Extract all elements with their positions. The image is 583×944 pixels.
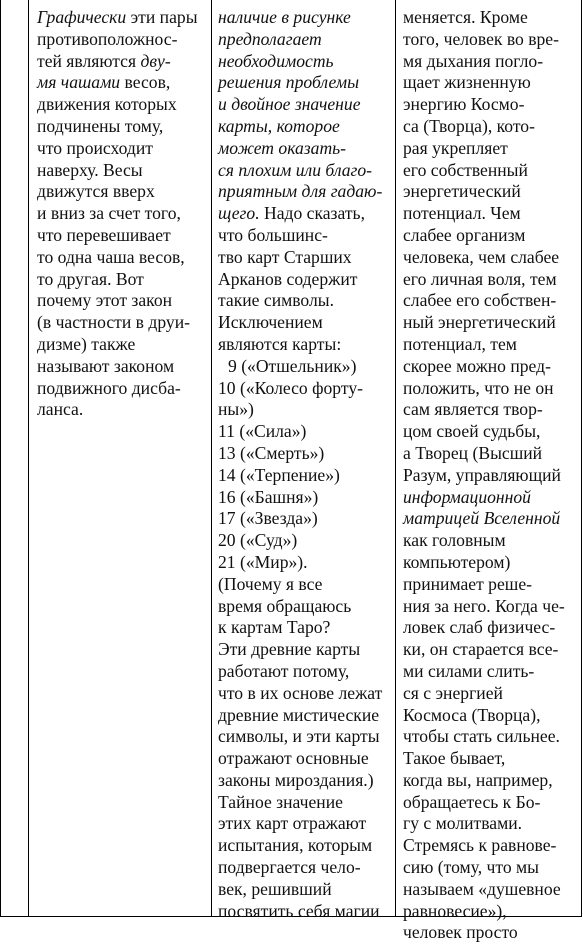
text-line <box>218 72 391 94</box>
text-segment: Космоса (Творца), <box>403 704 541 725</box>
text-segment: подчинены тому, <box>37 115 164 136</box>
text-segment: 10 («Колесо форту- <box>218 377 363 398</box>
text-segment: ланса. <box>37 399 84 420</box>
table-column-3 <box>396 0 582 943</box>
text-line <box>403 617 578 639</box>
text-line <box>403 705 578 727</box>
text-segment: ния за него. Когда че- <box>403 595 565 616</box>
text-line <box>218 617 391 639</box>
text-segment: то другая. Вот <box>37 268 144 289</box>
text-segment: эти пары <box>126 7 198 27</box>
text-line <box>403 508 578 530</box>
text-line <box>403 552 578 574</box>
text-segment: человек просто <box>403 922 518 943</box>
text-segment: то одна чаша весов, <box>37 246 185 267</box>
italic-text-segment: приятным для гадаю- <box>218 181 383 202</box>
text-segment: дизме) также <box>37 333 136 354</box>
text-segment: Разум, управляющий <box>403 464 561 485</box>
italic-text-segment: может оказать- <box>218 137 347 158</box>
text-line <box>218 705 391 727</box>
text-segment: слабее его собствен- <box>403 290 557 311</box>
text-line <box>218 203 391 225</box>
text-line <box>218 421 391 443</box>
text-line <box>218 726 391 748</box>
italic-text-segment: мя чашами <box>37 72 121 93</box>
text-line <box>403 51 578 73</box>
text-line <box>218 290 391 312</box>
text-line <box>403 399 578 421</box>
text-segment: 17 («Звезда») <box>218 508 318 529</box>
text-line <box>403 835 578 857</box>
table-column-2 <box>212 0 396 921</box>
text-line <box>403 94 578 116</box>
text-line <box>218 770 391 792</box>
text-line <box>403 574 578 596</box>
text-line <box>403 748 578 770</box>
text-segment: такие символы. <box>218 290 334 311</box>
italic-text-segment: карты, которое <box>218 115 340 136</box>
text-line <box>37 203 207 225</box>
table-column-1 <box>29 0 212 916</box>
text-segment: Эти древние карты <box>218 639 361 660</box>
text-segment: ки, он старается все- <box>403 639 559 660</box>
text-line <box>218 748 391 770</box>
text-line <box>37 399 207 421</box>
text-segment: рая укрепляет <box>403 137 508 158</box>
text-line <box>218 552 391 574</box>
text-segment: работают потому, <box>218 660 350 681</box>
italic-text-segment: Графически <box>37 7 127 27</box>
text-line <box>403 29 578 51</box>
italic-text-segment: информационной <box>403 486 531 507</box>
text-line <box>403 72 578 94</box>
text-segment: что в их основе лежат <box>218 682 383 703</box>
text-line <box>37 356 207 378</box>
text-segment: ловек слаб физичес- <box>403 617 556 638</box>
text-line <box>403 181 578 203</box>
text-segment: ный энергетический <box>403 312 556 333</box>
text-line <box>37 378 207 400</box>
text-line <box>37 312 207 334</box>
text-segment: весов, <box>120 72 171 93</box>
italic-text-segment: дву- <box>140 50 171 71</box>
text-segment: являются карты: <box>218 333 342 354</box>
text-segment: принимает реше- <box>403 573 532 594</box>
text-segment: энергию Космо- <box>403 94 525 115</box>
text-segment: когда вы, например, <box>403 769 553 790</box>
text-line <box>218 530 391 552</box>
text-line <box>403 726 578 748</box>
text-line <box>218 138 391 160</box>
text-line <box>218 639 391 661</box>
text-segment: подвижного дисба- <box>37 377 181 398</box>
text-segment: Стремясь к равнове- <box>403 835 557 856</box>
text-segment: положить, что не он <box>403 377 554 398</box>
text-line <box>37 51 207 73</box>
text-segment: 21 («Мир»). <box>218 551 308 572</box>
text-segment: 20 («Суд») <box>218 530 298 551</box>
text-line <box>37 181 207 203</box>
italic-text-segment: и двойное значение <box>218 94 361 115</box>
text-line <box>37 247 207 269</box>
text-line <box>218 399 391 421</box>
text-line <box>403 465 578 487</box>
text-line <box>218 334 391 356</box>
text-segment: 16 («Башня») <box>218 486 319 507</box>
italic-text-segment: щего. <box>218 203 260 224</box>
text-line <box>403 661 578 683</box>
text-segment: противоположнос- <box>37 28 178 49</box>
text-line <box>403 138 578 160</box>
text-segment: Такое бывает, <box>403 748 506 769</box>
text-line <box>37 160 207 182</box>
text-line <box>37 269 207 291</box>
text-line <box>403 378 578 400</box>
text-line <box>218 792 391 814</box>
text-segment: чтобы стать сильнее. <box>403 726 560 747</box>
text-line <box>403 116 578 138</box>
text-segment: ми силами слить- <box>403 660 535 681</box>
text-segment: ны») <box>218 399 254 420</box>
text-line <box>37 138 207 160</box>
text-line <box>218 247 391 269</box>
text-segment: Исключением <box>218 312 323 333</box>
text-line <box>218 661 391 683</box>
text-segment: что происходит <box>37 137 153 158</box>
text-segment: скорее можно пред- <box>403 355 551 376</box>
text-line <box>403 290 578 312</box>
text-line <box>37 225 207 247</box>
text-line <box>218 94 391 116</box>
text-line <box>218 356 391 378</box>
text-segment: испытания, которым <box>218 835 373 856</box>
text-segment: 9 («Отшельник») <box>228 355 357 376</box>
text-line <box>218 225 391 247</box>
text-segment: что большинс- <box>218 224 328 245</box>
text-line <box>403 901 578 923</box>
text-line <box>218 879 391 901</box>
text-line <box>403 596 578 618</box>
text-line <box>403 879 578 901</box>
text-line <box>403 792 578 814</box>
text-line <box>403 312 578 334</box>
text-line <box>403 421 578 443</box>
text-line <box>218 160 391 182</box>
text-segment: отражают основные <box>218 748 369 769</box>
text-line <box>403 639 578 661</box>
text-line <box>218 835 391 857</box>
text-segment: слабее организм <box>403 224 526 245</box>
text-line <box>403 683 578 705</box>
text-line <box>403 770 578 792</box>
text-line <box>218 574 391 596</box>
text-segment: движутся вверх <box>37 181 155 202</box>
table-stub-column <box>1 0 29 916</box>
text-line <box>218 312 391 334</box>
text-line <box>37 7 207 29</box>
italic-text-segment: предполагает <box>218 28 322 49</box>
italic-text-segment: ся плохим или благо- <box>218 159 373 180</box>
text-segment: как головным <box>403 530 506 551</box>
italic-text-segment: матрицей Вселенной <box>403 508 561 529</box>
text-segment: называем «душевное <box>403 878 561 899</box>
text-segment: к картам Таро? <box>218 617 331 638</box>
text-segment: потенциал, тем <box>403 333 517 354</box>
text-line <box>218 181 391 203</box>
text-segment: а Творец (Высший <box>403 442 543 463</box>
text-segment: меняется. Кроме <box>403 7 528 27</box>
text-line <box>218 378 391 400</box>
text-line <box>37 94 207 116</box>
text-segment: тей являются <box>37 50 141 71</box>
text-segment: его собственный <box>403 159 528 180</box>
text-segment: цом своей судьбы, <box>403 421 541 442</box>
text-segment: Надо сказать, <box>259 203 365 224</box>
text-line <box>218 465 391 487</box>
text-line <box>218 7 391 29</box>
text-line <box>403 356 578 378</box>
text-segment: потенциал. Чем <box>403 203 521 224</box>
text-segment: 13 («Смерть») <box>218 442 325 463</box>
text-line <box>218 269 391 291</box>
text-line <box>403 530 578 552</box>
text-segment: 14 («Терпение») <box>218 464 340 485</box>
text-segment: век, решивший <box>218 878 332 899</box>
text-line <box>37 72 207 94</box>
text-segment: равновесие»), <box>403 900 507 921</box>
text-segment: и вниз за счет того, <box>37 203 181 224</box>
text-segment: ся с энергией <box>403 682 503 703</box>
text-line <box>403 225 578 247</box>
text-line <box>403 857 578 879</box>
text-line <box>403 922 578 944</box>
text-line <box>218 51 391 73</box>
text-segment: этих карт отражают <box>218 813 367 834</box>
text-segment: щает жизненную <box>403 72 531 93</box>
text-line <box>218 508 391 530</box>
text-segment: называют законом <box>37 355 175 376</box>
text-segment: наверху. Весы <box>37 159 143 180</box>
text-line <box>403 813 578 835</box>
text-line <box>403 160 578 182</box>
text-line <box>403 334 578 356</box>
text-segment: время обращаюсь <box>218 595 352 616</box>
text-segment: что перевешивает <box>37 224 171 245</box>
text-segment: почему этот закон <box>37 290 173 311</box>
text-segment: древние мистические <box>218 704 380 725</box>
text-line <box>218 29 391 51</box>
text-segment: посвятить себя магии <box>218 900 380 921</box>
text-line <box>218 813 391 835</box>
text-line <box>218 596 391 618</box>
italic-text-segment: решения проблемы <box>218 72 359 93</box>
text-line <box>403 487 578 509</box>
text-segment: гу с молитвами. <box>403 813 523 834</box>
text-line <box>403 269 578 291</box>
text-segment: движения которых <box>37 94 177 115</box>
text-segment: мя дыхания погло- <box>403 50 544 71</box>
text-segment: его личная воля, тем <box>403 268 557 289</box>
text-line <box>403 7 578 29</box>
text-segment: сию (тому, что мы <box>403 857 539 878</box>
text-segment: компьютером) <box>403 551 511 572</box>
text-line <box>218 443 391 465</box>
text-line <box>37 334 207 356</box>
text-segment: сам является твор- <box>403 399 543 420</box>
text-segment: Арканов содержит <box>218 268 358 289</box>
text-line <box>37 29 207 51</box>
text-line <box>218 116 391 138</box>
text-line <box>218 487 391 509</box>
text-line <box>218 857 391 879</box>
text-line <box>37 290 207 312</box>
text-line <box>403 203 578 225</box>
text-segment: символы, и эти карты <box>218 726 380 747</box>
text-segment: са (Творца), кото- <box>403 115 535 136</box>
text-segment: законы мироздания.) <box>218 769 374 790</box>
text-segment: Тайное значение <box>218 791 343 812</box>
text-segment: обращаетесь к Бо- <box>403 791 541 812</box>
text-segment: 11 («Сила») <box>218 421 307 442</box>
text-segment: (Почему я все <box>218 573 323 594</box>
text-segment: (в частности в друи- <box>37 312 190 333</box>
text-segment: того, человек во вре- <box>403 28 559 49</box>
italic-text-segment: наличие в рисунке <box>218 7 351 27</box>
text-segment: тво карт Старших <box>218 246 352 267</box>
text-line <box>403 443 578 465</box>
italic-text-segment: необходимость <box>218 50 334 71</box>
text-segment: человека, чем слабее <box>403 246 560 267</box>
text-segment: подвергается чело- <box>218 857 361 878</box>
text-segment: энергетический <box>403 181 521 202</box>
text-line <box>403 247 578 269</box>
text-line <box>218 901 391 923</box>
text-line <box>37 116 207 138</box>
text-line <box>218 683 391 705</box>
